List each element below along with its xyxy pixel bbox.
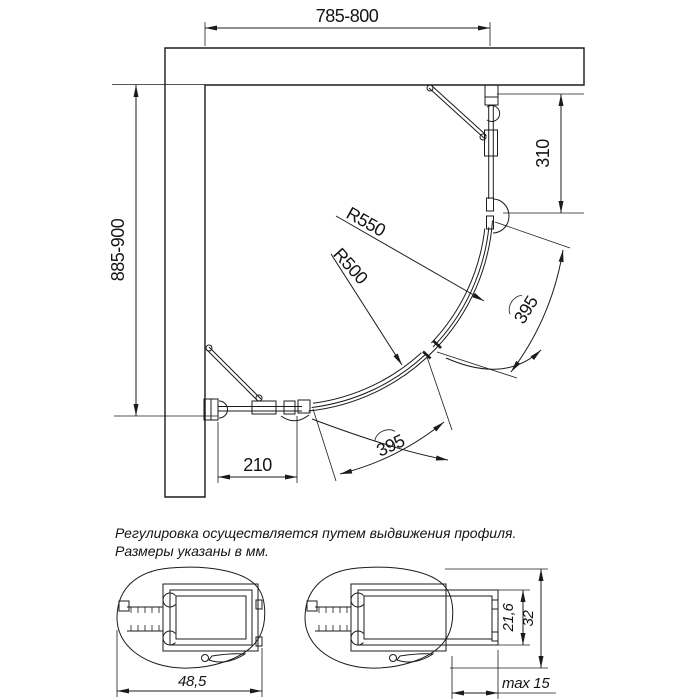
profile-clamp-left (219, 401, 228, 418)
brace-pivot (206, 345, 212, 351)
brace-pivot (427, 85, 433, 91)
dim-width-label: 785-800 (315, 6, 379, 26)
dim-side-panel-label: 310 (533, 139, 553, 168)
fixed-panel-bottom (204, 345, 310, 421)
door-bottom-outer (312, 355, 426, 408)
dim-door-arc-right (437, 222, 570, 378)
notes (115, 525, 516, 559)
door-arc-right-label: 395 (509, 292, 542, 328)
brace-bracket (485, 130, 498, 156)
profile-total-height-label: 32 (520, 610, 537, 627)
brace-pivot (256, 395, 262, 401)
profile-inner-height-label: 21,6 (500, 603, 517, 632)
note-line-2: Размеры указаны в мм. (115, 543, 269, 559)
dim-side-panel (497, 94, 584, 213)
wall-profile-top (485, 85, 498, 105)
hinge-cover (493, 199, 509, 233)
wall-hatched (165, 48, 584, 497)
dim-bottom-panel-label: 210 (243, 455, 272, 475)
profile-channel (351, 584, 446, 651)
profile-section-extended (305, 567, 556, 699)
door-right-outer (433, 227, 489, 347)
inner-profile-extended (358, 590, 498, 645)
door-guide-clip (284, 401, 295, 414)
support-brace-bottom (209, 347, 261, 399)
profile-width-label: 48,5 (178, 673, 206, 690)
radius-inner-label: R500 (329, 244, 372, 288)
dim-depth (108, 85, 218, 417)
door-guide-arc (281, 415, 309, 421)
dim-extension (452, 650, 556, 699)
radius-outer-label: R550 (343, 203, 389, 241)
curved-doors (309, 221, 493, 412)
curved-track (309, 221, 493, 412)
note-line-1: Регулировка осуществляется путем выдвижения профиля. (115, 525, 517, 541)
inner-profile (170, 590, 252, 645)
dim-total-height (445, 569, 548, 668)
profile-extension-label: max 15 (502, 675, 550, 692)
profile-body (117, 567, 265, 668)
support-brace-top (429, 88, 484, 138)
dim-width (205, 6, 490, 46)
fixed-panel-right (427, 85, 509, 233)
hinge-block (487, 198, 494, 211)
profile-body (305, 567, 453, 668)
dim-depth-label: 885-900 (108, 218, 128, 282)
profile-channel (163, 584, 258, 651)
door-arc-bottom-label: 395 (373, 430, 408, 461)
dim-bottom-panel (218, 416, 297, 483)
profile-section-closed (117, 567, 265, 697)
radius-callouts (329, 203, 484, 365)
walls (165, 48, 584, 497)
dim-door-arc-bottom (312, 357, 452, 481)
brace-bracket (252, 401, 276, 414)
